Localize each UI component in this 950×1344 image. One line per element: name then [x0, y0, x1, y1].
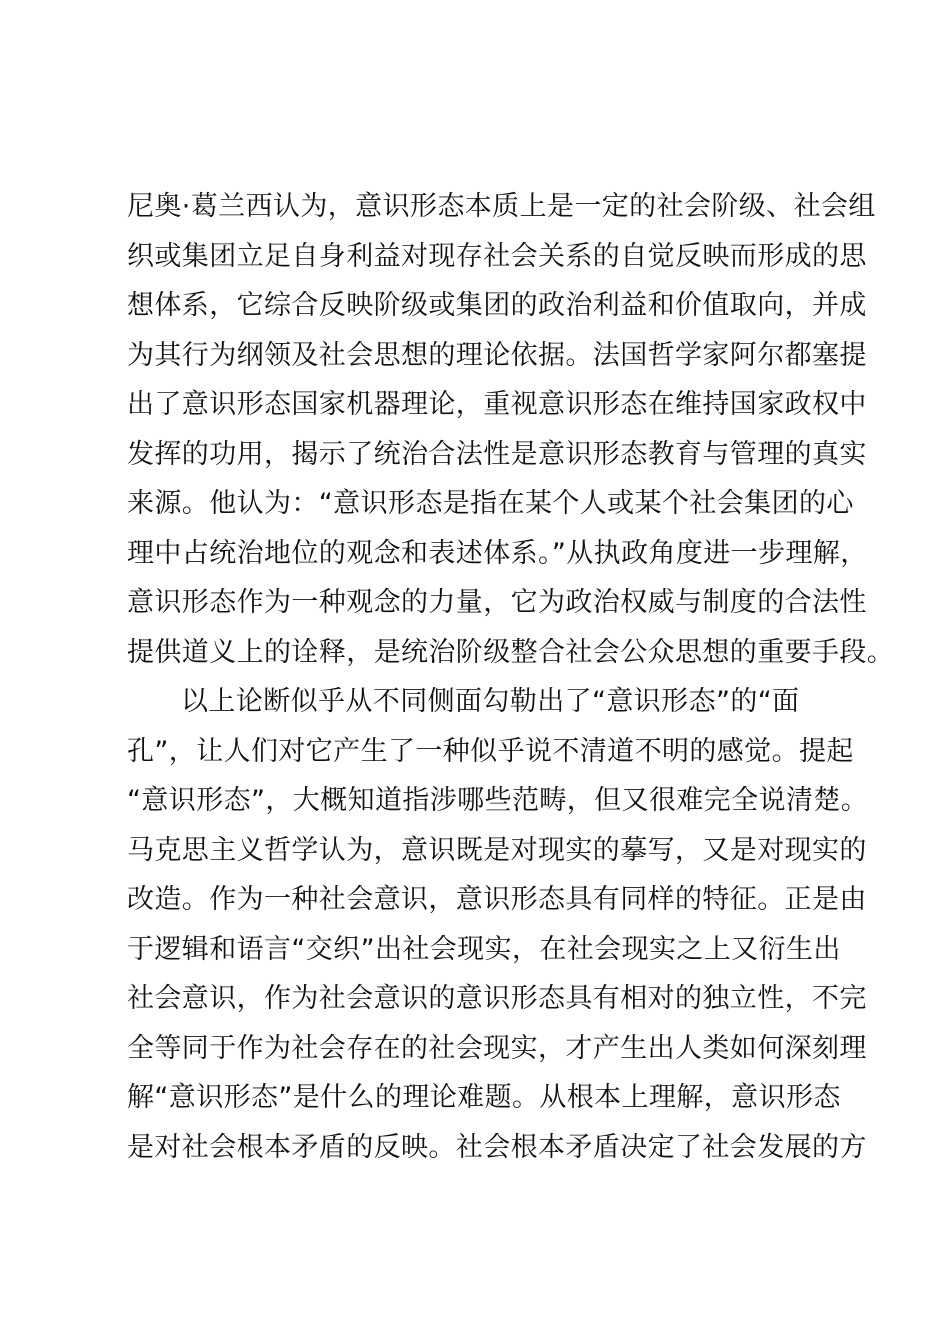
text-line: 尼奥·葛兰西认为，意识形态本质上是一定的社会阶级、社会组	[127, 191, 876, 222]
text-line: 为其行为纲领及社会思想的理论依据。法国哲学家阿尔都塞提	[127, 339, 867, 371]
text-line: 提供道义上的诠释，是统治阶级整合社会公众思想的重要手段。	[127, 636, 895, 668]
text-line: 马克思主义哲学认为，意识既是对现实的摹写，又是对现实的	[127, 834, 867, 866]
text-line: 社会意识，作为社会意识的意识形态具有相对的独立性，不完	[127, 983, 867, 1014]
text-line: 改造。作为一种社会意识，意识形态具有同样的特征。正是由	[127, 884, 867, 915]
text-line: 孔”，让人们对它产生了一种似乎说不清道不明的感觉。提起	[127, 735, 854, 767]
text-line: 意识形态作为一种观念的力量，它为政治权威与制度的合法性	[127, 587, 867, 618]
text-line: 来源。他认为：“意识形态是指在某个人或某个社会集团的心	[127, 488, 854, 519]
text-line: 出了意识形态国家机器理论，重视意识形态在维持国家政权中	[127, 389, 867, 420]
text-line: 织或集团立足自身利益对现存社会关系的自觉反映而形成的思	[127, 240, 867, 272]
text-line: 全等同于作为社会存在的社会现实，才产生出人类如何深刻理	[127, 1032, 867, 1064]
text-line: 发挥的功用，揭示了统治合法性是意识形态教育与管理的真实	[127, 438, 867, 470]
text-line: 于逻辑和语言“交织”出社会现实，在社会现实之上又衍生出	[127, 933, 841, 965]
text-line: “意识形态”，大概知道指涉哪些范畴，但又很难完全说清楚。	[127, 785, 869, 816]
text-line: 解“意识形态”是什么的理论难题。从根本上理解，意识形态	[127, 1082, 841, 1113]
text-line: 是对社会根本矛盾的反映。社会根本矛盾决定了社会发展的方	[127, 1131, 867, 1163]
paragraph-start-line: 以上论断似乎从不同侧面勾勒出了“意识形态”的“面	[181, 686, 800, 717]
body-text	[127, 182, 895, 1172]
text-line: 想体系，它综合反映阶级或集团的政治利益和价值取向，并成	[127, 290, 867, 321]
text-line: 理中占统治地位的观念和表述体系。”从执政角度进一步理解，	[127, 537, 868, 569]
